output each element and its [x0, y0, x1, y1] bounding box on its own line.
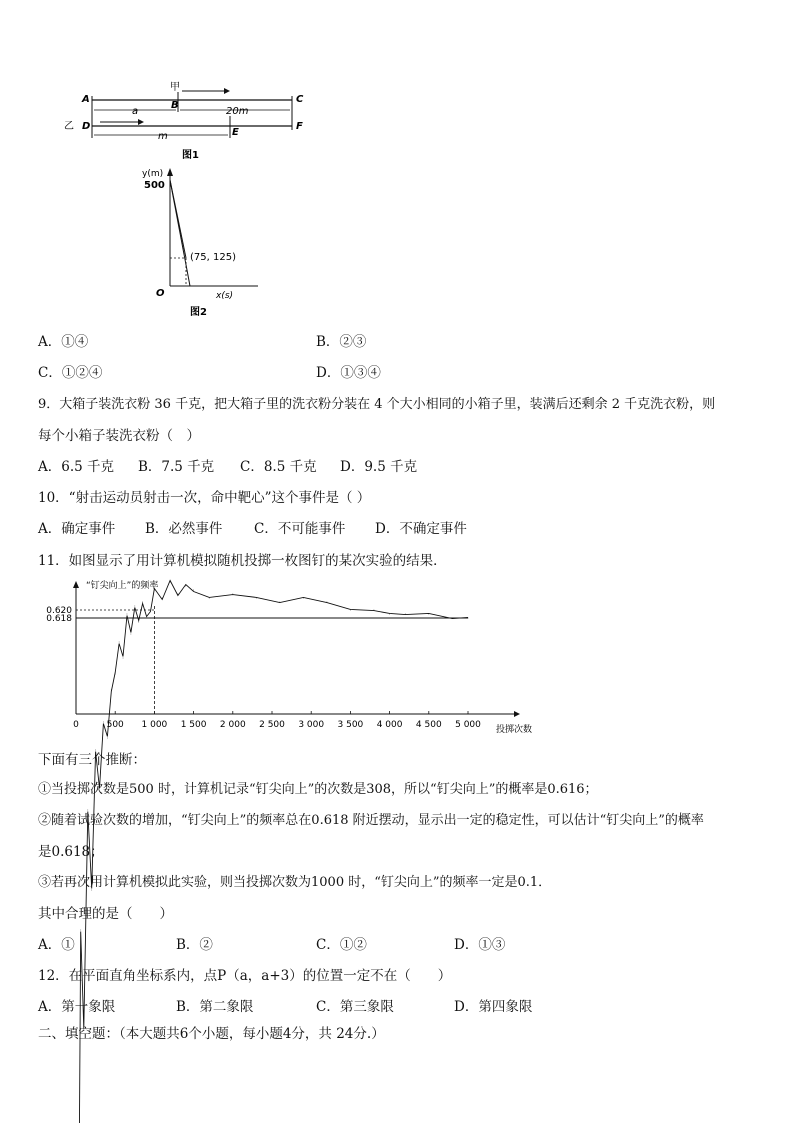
- x-tick-label: 2 500: [259, 720, 285, 730]
- q11-option-b: B．②: [176, 937, 213, 953]
- yi-arrow-head: [138, 119, 144, 125]
- q11-intro: 下面有三个推断：: [38, 752, 146, 768]
- q8-option-a: A．①④: [38, 334, 89, 350]
- chart-ylabel: “钉尖向上”的频率: [86, 581, 159, 591]
- label-e: E: [232, 127, 239, 138]
- data-point: [185, 586, 186, 587]
- label-jia: 甲: [170, 82, 180, 93]
- q8-option-b: B．②③: [316, 334, 367, 350]
- fig2-origin: O: [156, 288, 165, 299]
- data-point: [138, 622, 139, 623]
- frequency-chart: [36, 576, 550, 736]
- data-point: [162, 598, 163, 599]
- data-point: [115, 674, 116, 675]
- q9-stem-line-1: 9．大箱子装洗衣粉 36 千克，把大箱子里的洗衣粉分装在 4 个大小相同的小箱子里，装满后还剩余 2 千克洗衣粉，则: [38, 397, 716, 412]
- figure-1-track-diagram: [64, 80, 318, 162]
- q8-option-d: D．①③④: [316, 365, 381, 381]
- x-tick-label: 2 000: [219, 720, 246, 730]
- q11-option-a: A．①: [38, 937, 75, 953]
- figure-2-graph: [138, 166, 268, 318]
- data-point: [111, 690, 112, 691]
- data-point: [232, 594, 233, 595]
- data-point: [303, 598, 304, 599]
- figure-1-caption: 图1: [182, 150, 199, 161]
- label-dim-a: a: [132, 106, 139, 117]
- label-c: C: [296, 94, 304, 105]
- q11-option-c: C．①②: [316, 937, 367, 953]
- data-point: [103, 722, 104, 723]
- data-point: [170, 582, 171, 583]
- data-point: [142, 602, 143, 603]
- fig2-y500: 500: [144, 180, 165, 191]
- data-point: [87, 810, 88, 811]
- x-tick-label: 4 000: [376, 720, 403, 730]
- data-point: [130, 634, 131, 635]
- fig2-ylabel: y(m): [142, 169, 164, 179]
- label-dim-m: m: [158, 131, 168, 142]
- data-point: [80, 930, 81, 931]
- q9-option-a: A．6.5 千克: [38, 459, 115, 475]
- q12-option-b: B．第二象限: [176, 999, 254, 1015]
- q12-stem: 12．在平面直角坐标系内，点P（a，a+3）的位置一定不在（ ）: [38, 968, 452, 984]
- q10-option-d: D．不确定事件: [375, 521, 467, 537]
- x-tick-label: 5 000: [455, 720, 481, 730]
- data-point: [452, 618, 453, 619]
- data-point: [178, 594, 179, 595]
- data-point: [123, 658, 124, 659]
- label-dim-20m: 20m: [226, 106, 249, 117]
- q11-statement-1: ①当投掷次数是500 时，计算机记录“钉尖向上”的次数是308，所以“钉尖向上”的概率是0.616；: [38, 782, 598, 797]
- q8-option-c: C．①②④: [38, 365, 103, 381]
- jia-arrow-head: [224, 88, 230, 94]
- q10-option-a: A．确定事件: [38, 521, 116, 537]
- y-axis-arrow: [167, 168, 173, 176]
- q11-ask: 其中合理的是（ ）: [38, 906, 173, 922]
- data-point: [209, 598, 210, 599]
- fig2-point-label: (75, 125): [190, 252, 236, 263]
- y-tick-label: 0.620: [46, 606, 72, 616]
- q9-option-b: B．7.5 千克: [138, 459, 215, 475]
- q11-statement-3: ③若再次用计算机模拟此实验，则当投掷次数为1000 时，“钉尖向上”的频率一定是0.1．: [38, 875, 552, 890]
- q9-option-c: C．8.5 千克: [240, 459, 317, 475]
- data-point: [428, 614, 429, 615]
- data-point: [374, 610, 375, 611]
- chart-xlabel: 投掷次数: [496, 725, 533, 735]
- data-point: [468, 618, 469, 619]
- label-b: B: [171, 100, 179, 111]
- graph-line-2: [170, 180, 190, 286]
- x-tick-label: 0: [73, 720, 79, 730]
- label-d: D: [82, 121, 91, 132]
- q10-stem: 10．“射击运动员射击一次，命中靶心”这个事件是（ ）: [38, 490, 371, 506]
- data-point: [279, 602, 280, 603]
- x-tick-label: 3 000: [298, 720, 325, 730]
- data-point: [150, 610, 151, 611]
- label-f: F: [296, 121, 303, 132]
- label-a: A: [82, 94, 90, 105]
- q9-option-d: D．9.5 千克: [340, 459, 418, 475]
- data-point: [127, 614, 128, 615]
- fig2-xlabel: x(s): [216, 291, 234, 301]
- x-tick-label: 1 000: [141, 720, 168, 730]
- q12-option-a: A．第一象限: [38, 999, 116, 1015]
- y-tick-label: 0.618: [46, 614, 72, 624]
- label-yi: 乙: [64, 121, 74, 132]
- x-tick-label: 4 500: [415, 720, 442, 730]
- data-point: [134, 606, 135, 607]
- data-point: [146, 618, 147, 619]
- figure-2-caption: 图2: [190, 307, 207, 318]
- q11-statement-2-line-2: 是0.618；: [38, 844, 104, 860]
- q12-option-d: D．第四象限: [454, 999, 533, 1015]
- q11-option-d: D．①③: [454, 937, 506, 953]
- data-point: [326, 602, 327, 603]
- q12-option-c: C．第三象限: [316, 999, 394, 1015]
- data-point: [107, 738, 108, 739]
- x-tick-label: 500: [106, 720, 124, 730]
- q10-option-b: B．必然事件: [145, 521, 223, 537]
- q9-stem-line-2: 每个小箱子装洗衣粉（ ）: [38, 428, 200, 444]
- x-tick-label: 3 500: [337, 720, 364, 730]
- data-point: [119, 642, 120, 643]
- y-axis-arrow: [73, 581, 79, 588]
- data-point: [193, 590, 194, 591]
- x-tick-label: 1 500: [180, 720, 207, 730]
- section-2-heading: 二、填空题：（本大题共6个小题，每小题4分，共 24分.）: [38, 1026, 385, 1042]
- data-point: [256, 598, 257, 599]
- q10-option-c: C．不可能事件: [254, 521, 346, 537]
- q11-stem: 11．如图显示了用计算机模拟随机投掷一枚图钉的某次实验的结果．: [38, 553, 447, 569]
- x-axis-arrow: [514, 711, 520, 717]
- data-point: [350, 610, 351, 611]
- data-point: [405, 614, 406, 615]
- q11-statement-2-line-1: ②随着试验次数的增加，“钉尖向上”的频率总在0.618 附近摆动，显示出一定的稳定性，可以估计“钉尖向上”的概率: [38, 813, 704, 828]
- data-point: [389, 614, 390, 615]
